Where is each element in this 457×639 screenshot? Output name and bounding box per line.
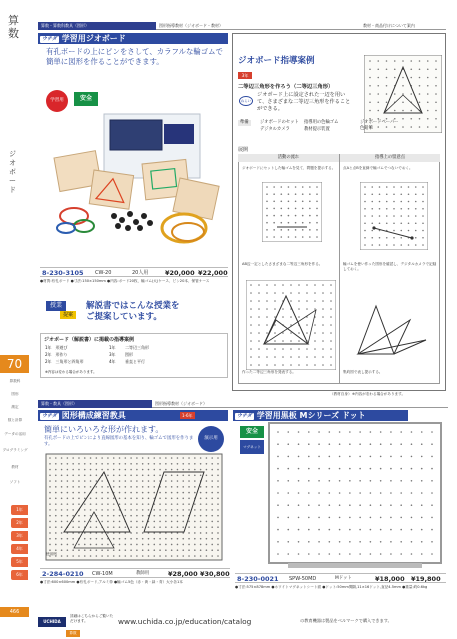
step-2-board xyxy=(246,280,336,370)
price-tax-included: ¥22,000 xyxy=(198,269,228,277)
flow-step-3: 作った二等辺三角形を発表する。 xyxy=(242,370,296,374)
proposal-line-1: 解説書ではこんな授業を xyxy=(86,301,180,311)
catalog-url-note: 詳細はこちらからご覧いただけます。 xyxy=(70,614,114,623)
product-specs-3: ●寸法:575×878mm ●ホワイトマグネットシート面 ●ドット:50mm間隔,11×16ドット,直径4.5mm ●重量:約0.6kg xyxy=(235,585,428,589)
step-1-board xyxy=(262,182,322,242)
model-number: CW-10M xyxy=(92,571,113,577)
lesson-row: 2年 形作り 3年 図形 xyxy=(45,352,133,357)
grade-tab[interactable]: 6年 xyxy=(11,570,28,580)
product-specs: ●材質:有孔ボード ●寸法:150×150mm ●内容:ボード20枚、輪ゴム(大)ケース、ピン20本、保管ケース xyxy=(40,279,210,283)
prep-item: 指導用の色輪ゴム xyxy=(304,120,339,125)
price-tax-excluded: ¥20,000 xyxy=(165,269,195,277)
lesson-row: 2年 三角形と四角形 4年 垂直と平行 xyxy=(45,359,145,364)
price-tax-excluded: ¥28,000 xyxy=(168,570,198,578)
lesson-plan-list xyxy=(40,333,228,378)
prep-list-right xyxy=(360,120,442,132)
price-row xyxy=(40,267,228,277)
price-tax-excluded: ¥18,000 xyxy=(375,575,405,583)
side-index xyxy=(0,0,29,639)
side-item[interactable]: 教材 xyxy=(11,465,19,469)
price-row-2 xyxy=(40,568,230,578)
flow-step-2: AB辺一定としたさまざまな二等辺三角形を作る。 xyxy=(242,262,323,266)
panel-footer-left: （教材自身） xyxy=(330,392,352,396)
flow-col-notes: 指導上の留意点 xyxy=(339,154,440,162)
product-code: 8-230-0021 xyxy=(237,575,279,583)
lesson-row: 1年 形遊び 1年 二等辺三角形 xyxy=(45,345,149,350)
proposal-line-2: ご提案しています。 xyxy=(86,312,162,322)
photo-caption: 使用例 xyxy=(46,552,57,556)
example-heading: 二等辺三角形を作ろう（二等辺三角形） xyxy=(238,84,334,90)
prep-item: 教材提示装置 xyxy=(304,127,330,132)
price-row-3 xyxy=(235,573,446,583)
flow-divider xyxy=(339,162,340,384)
flow-note-3: 集約図で表し提示する。 xyxy=(343,370,383,374)
side-section-title: 算数 xyxy=(8,14,19,40)
product-specs-2: ●寸法:600×600mm ●有孔ボード,アルミ枠 ●輪ゴム5色（赤・黄・緑・青）大小各1本 xyxy=(40,580,183,584)
side-item[interactable]: 算数科 xyxy=(9,379,21,383)
note-1-board xyxy=(360,182,428,250)
grade-tab[interactable]: 1年 xyxy=(11,505,28,515)
grade-tab[interactable]: 4年 xyxy=(11,544,28,554)
proposal-banner xyxy=(40,297,228,322)
product-sub-2: 有孔ボードの上でピンにより直線図形の基本を知り、輪ゴムで図形を作ります。 xyxy=(44,436,194,447)
lesson-list-title: ジオボード（解説書）に掲載の指導案例 xyxy=(44,337,135,343)
footer-section-tag: 算数 xyxy=(66,630,80,637)
proposal-tag-suggest: 提案 xyxy=(60,311,76,319)
flow-step-1: ジオボードにセットした輪ゴムを見て、問題を提示する。 xyxy=(242,166,336,170)
lesson-list-note: ※内容は変わる場合があります。 xyxy=(45,370,97,374)
flow-note-1: 点Aと点Bを直線で輪ゴムでつないでおく。 xyxy=(343,166,413,170)
brand-logo: ウチダ xyxy=(42,413,57,419)
product-code: 2-284-0210 xyxy=(42,570,84,578)
panel-footer-right: ※内容が変わる場合があります。 xyxy=(352,392,406,396)
grade-badge: 3年 xyxy=(238,72,252,79)
model-number: CW-20 xyxy=(95,270,112,276)
product-title-bar-3 xyxy=(233,410,408,421)
side-item[interactable]: 数と計算 xyxy=(7,418,23,422)
prep-item: 色鉛筆 xyxy=(360,126,373,131)
category-bar-mid: 図形指導教材（ジオボード・教材） xyxy=(156,22,360,30)
category-bar-bottom: 算数・教具（図形） xyxy=(38,400,152,408)
side-item[interactable]: 測定 xyxy=(11,405,19,409)
quantity: 教師用 xyxy=(136,571,150,576)
price-tax-included: ¥30,800 xyxy=(200,570,230,578)
quantity: Mドット xyxy=(335,576,352,581)
product-lead-2: 簡単にいろいろな形が作れます。 xyxy=(44,425,164,434)
product-title-3: 学習用黒板 Mシリーズ ドット xyxy=(256,411,366,420)
prep-label: 準備 xyxy=(240,120,249,125)
prep-item: デジタルカメラ xyxy=(260,127,290,132)
uchida-logo: UCHIDA xyxy=(38,617,66,627)
price-tax-included: ¥19,800 xyxy=(411,575,441,583)
product-title-2: 図形構成練習教具 xyxy=(61,411,126,420)
grade-tab[interactable]: 3年 xyxy=(11,531,28,541)
flow-note-2: 輪ゴムを使い作った図形を確認し、デジタルカメラで記録しておく。 xyxy=(343,262,437,271)
safety-badge: 安全 xyxy=(74,92,98,106)
badge-student: 学習用 xyxy=(46,90,68,112)
side-item[interactable]: プログラミング xyxy=(2,448,28,452)
prep-list xyxy=(238,120,358,134)
product-title-bar-2 xyxy=(38,410,228,421)
example-title: ジオボード指導案例 xyxy=(238,56,315,66)
product-lead: 有孔ボードの上にピンをさして、カラフルな輪ゴムで簡単に図形を作ることができます。 xyxy=(46,47,223,66)
flow-label: 展開 xyxy=(238,147,249,153)
grade-tab[interactable]: 5年 xyxy=(11,557,28,567)
quantity: 20人用 xyxy=(132,270,149,276)
proposal-tag-class: 授業 xyxy=(46,301,66,311)
aim-text: ジオボード上に設定された一辺を用いて、さまざまな二等辺三角形を作ることができる。 xyxy=(257,92,351,112)
prep-item: ジオボードのセット xyxy=(260,120,299,125)
product-title: 学習用ジオボード xyxy=(61,34,126,43)
category-bar-right: 教材・商品付けについて案内 xyxy=(360,22,446,30)
flow-col-activity: 活動の流れ xyxy=(238,154,339,162)
side-item[interactable]: ソフト xyxy=(9,480,21,484)
bellmark-note: の教育機器は製品をベルマークで購入できます。 xyxy=(300,618,392,623)
pegboard-example-photo xyxy=(44,452,224,562)
lesson-list-table xyxy=(45,344,165,365)
geoboard-set-photo xyxy=(44,108,228,260)
category-bar-bottom-mid: 図形指導教材（ジオボード） xyxy=(152,400,448,408)
model-number: SPW-50MD xyxy=(289,576,317,582)
brand-logo: ウチダ xyxy=(237,413,252,419)
brand-logo: ウチダ xyxy=(42,36,57,42)
badge-demo: 演示用 xyxy=(198,426,224,452)
catalog-url-link[interactable]: www.uchida.co.jp/education/catalog xyxy=(118,617,252,626)
page-number: 466 xyxy=(0,607,29,617)
category-bar: 算数・算数科教具（図形） xyxy=(38,22,156,30)
prep-item: ジオボードペーパー xyxy=(360,120,399,125)
safety-badge: 安全 xyxy=(240,426,264,438)
magnet-label: マグネット xyxy=(240,440,264,454)
side-section-sub: ジオボード xyxy=(9,150,16,194)
grade-range-badge: 1-6年 xyxy=(182,413,193,418)
aim-label: ねらい xyxy=(239,96,253,106)
page-number-tab: 70 xyxy=(0,355,29,373)
product-title-bar xyxy=(38,33,228,44)
note-2-diagram xyxy=(350,296,434,364)
side-item[interactable]: データの活用 xyxy=(4,432,26,436)
product-code: 8-230-3105 xyxy=(42,269,84,277)
side-item[interactable]: 図形 xyxy=(11,392,19,396)
grade-tab[interactable]: 2年 xyxy=(11,518,28,528)
dot-board-photo xyxy=(268,422,442,572)
